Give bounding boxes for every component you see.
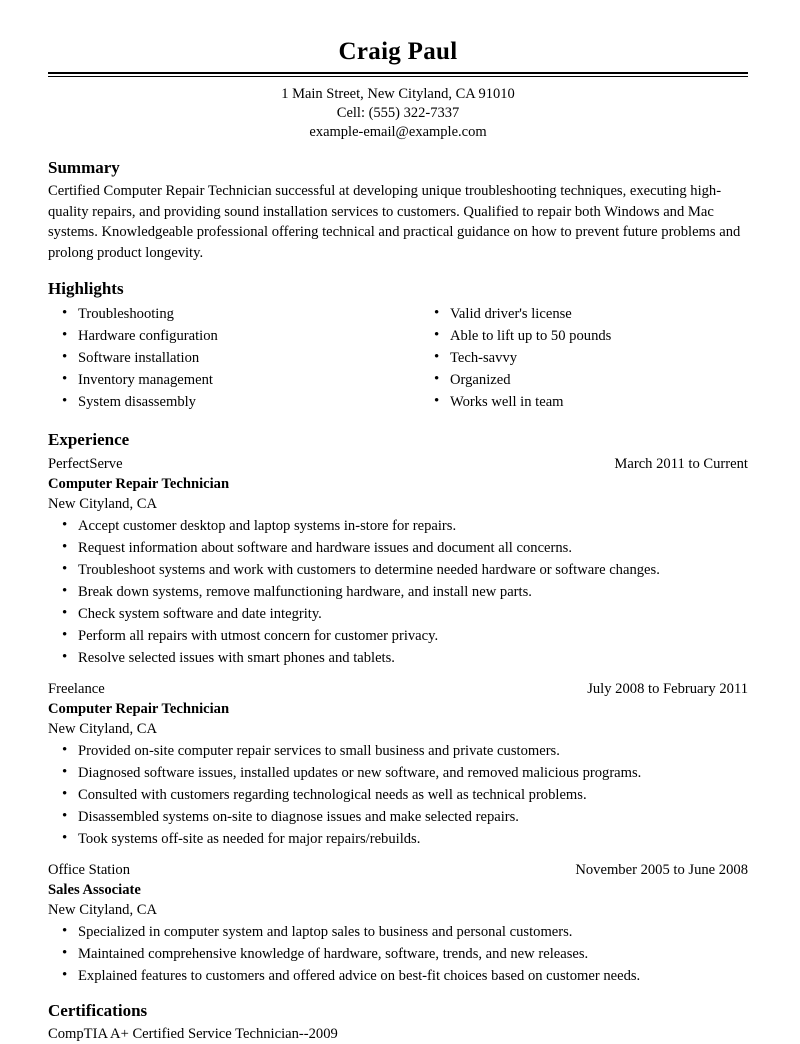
list-item: • Perform all repairs with utmost concern for customer privacy. xyxy=(48,626,748,647)
header-divider xyxy=(48,72,748,77)
job-title: Sales Associate xyxy=(48,882,141,898)
experience-entry-header xyxy=(48,860,748,880)
job-location: New Cityland, CA xyxy=(48,721,158,737)
job-duties-list xyxy=(48,516,748,669)
job-duties-list xyxy=(48,922,748,987)
job-duties-list xyxy=(48,741,748,850)
list-item: • Resolve selected issues with smart phones and tablets. xyxy=(48,648,748,669)
job-title: Computer Repair Technician xyxy=(48,476,230,492)
list-item: • Tech-savvy xyxy=(420,348,748,369)
experience-entry xyxy=(48,679,748,850)
job-title: Computer Repair Technician xyxy=(48,701,230,717)
list-item: • Able to lift up to 50 pounds xyxy=(420,326,748,347)
list-item: • Inventory management xyxy=(48,370,398,391)
employer-name: Office Station xyxy=(48,862,131,878)
experience-entry-header xyxy=(48,454,748,474)
section-title-highlights: Highlights xyxy=(48,279,124,298)
list-item: • Software installation xyxy=(48,348,398,369)
contact-address: 1 Main Street, New Cityland, CA 91010 xyxy=(281,86,515,102)
experience-entry xyxy=(48,860,748,987)
list-item: • Troubleshooting xyxy=(48,304,398,325)
list-item: • Took systems off-site as needed for major repairs/rebuilds. xyxy=(48,829,748,850)
list-item: • Troubleshoot systems and work with customers to determine needed hardware or software changes. xyxy=(48,560,748,581)
employment-dates: July 2008 to February 2011 xyxy=(587,681,748,697)
employer-name: Freelance xyxy=(48,681,105,697)
list-item: • Valid driver's license xyxy=(420,304,748,325)
list-item: • Break down systems, remove malfunctioning hardware, and install new parts. xyxy=(48,582,748,603)
list-item: • Organized xyxy=(420,370,748,391)
employment-dates: March 2011 to Current xyxy=(614,456,748,472)
list-item: • System disassembly xyxy=(48,392,398,413)
highlights-list-right xyxy=(420,304,748,413)
experience-entry xyxy=(48,454,748,669)
section-title-experience: Experience xyxy=(48,430,130,449)
contact-block xyxy=(48,85,748,142)
job-location: New Cityland, CA xyxy=(48,496,158,512)
contact-phone: Cell: (555) 322-7337 xyxy=(336,105,460,121)
highlights-columns xyxy=(48,302,748,414)
experience-entry-header xyxy=(48,679,748,699)
list-item: • Request information about software and hardware issues and document all concerns. xyxy=(48,538,748,559)
job-location: New Cityland, CA xyxy=(48,902,158,918)
certification-item: CompTIA A+ Certified Service Technician--2009 xyxy=(48,1026,338,1042)
contact-email: example-email@example.com xyxy=(309,124,487,140)
list-item: • Explained features to customers and offered advice on best-fit choices based on customer needs. xyxy=(48,966,748,987)
summary-text: Certified Computer Repair Technician successful at developing unique troubleshooting techniques, executing high-quality repairs, and providing sound installation services to customers. Qualified to repair both Windows and Mac systems. Knowledgeable professional offering technical and practical guidance on how to prevent future problems and prolong product longevity. xyxy=(48,183,741,261)
highlights-column-left xyxy=(48,302,398,414)
employment-dates: November 2005 to June 2008 xyxy=(575,862,748,878)
list-item: • Specialized in computer system and laptop sales to business and personal customers. xyxy=(48,922,748,943)
section-title-certifications: Certifications xyxy=(48,1001,148,1020)
highlights-column-right xyxy=(398,302,748,414)
list-item: • Accept customer desktop and laptop systems in-store for repairs. xyxy=(48,516,748,537)
highlights-list-left xyxy=(48,304,398,413)
list-item: • Disassembled systems on-site to diagnose issues and make selected repairs. xyxy=(48,807,748,828)
list-item: • Provided on-site computer repair services to small business and private customers. xyxy=(48,741,748,762)
list-item: • Maintained comprehensive knowledge of hardware, software, trends, and new releases. xyxy=(48,944,748,965)
list-item: • Diagnosed software issues, installed updates or new software, and removed malicious programs. xyxy=(48,763,748,784)
list-item: • Works well in team xyxy=(420,392,748,413)
employer-name: PerfectServe xyxy=(48,456,123,472)
section-title-summary: Summary xyxy=(48,158,120,177)
list-item: • Hardware configuration xyxy=(48,326,398,347)
list-item: • Check system software and date integrity. xyxy=(48,604,748,625)
list-item: • Consulted with customers regarding technological needs as well as technical problems. xyxy=(48,785,748,806)
candidate-name: Craig Paul xyxy=(338,38,458,65)
